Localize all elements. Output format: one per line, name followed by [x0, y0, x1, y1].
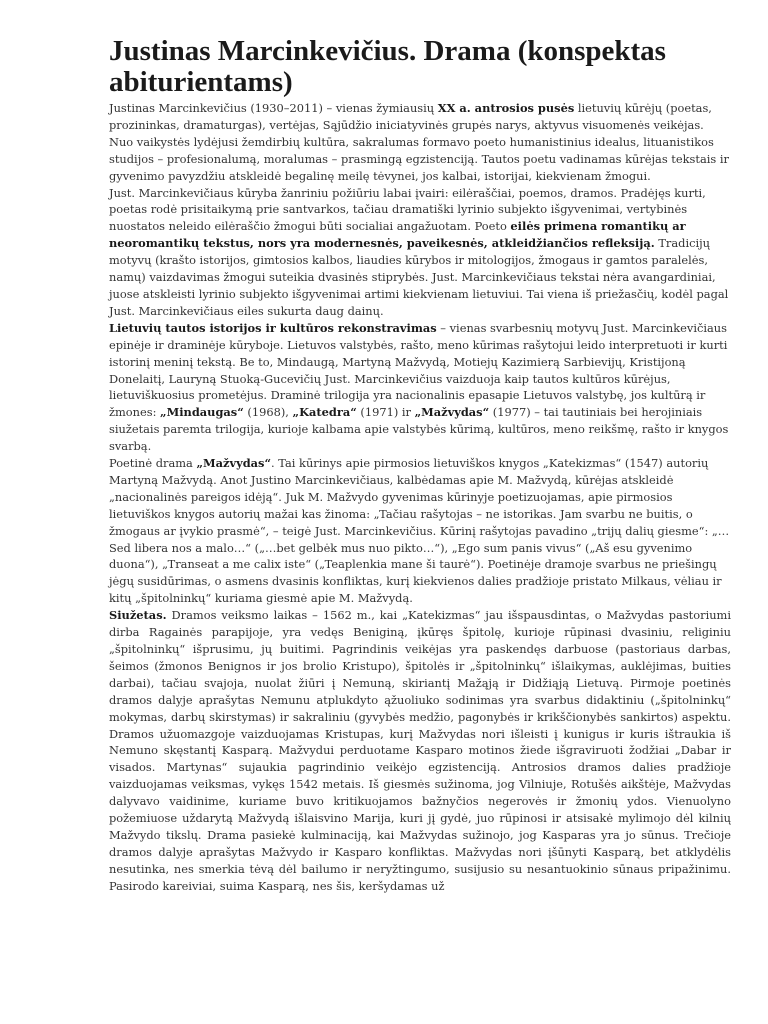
bold-text-run: XX a. antrosios pusės: [437, 101, 575, 115]
bold-text-run: „Katedra“: [292, 405, 357, 420]
paragraph-history-motif: [109, 320, 731, 405]
text-run: . Tai kūrinys apie pirmosios lietuviškos knygos „Katekizmas“ (1547) autorių Martyną Mažvydą. Anot Justino Marcinkevičiaus, kalbėdamas apie M. Mažvydą, kūrėjas atskleidė „nacionalinės pareigos idėją“. Juk M. Mažvydo gyvenimas kūrinyje poetizuojamas, apie pirmosios lietuviškos knygos autorių mažai kas žinoma: „Tačiau rašytojas – ne istorikas. Jam svarbu ne buitis, o žmogaus ar įvykio prasmė“, – teigė Just. Marcinkevičius. Kūrinį rašytojas pavadino „trijų dalių giesme“: „…Sed libera nos a malo…“ („…bet gelbėk mus nuo pikto…“), „Ego sum panis vivus“ („Aš esu gyvenimo duona“), „Transeat a me calix iste“ („Teaplenkia mane ši taurė“). Poetinėje dramoje svarbus ne priešingų jėgų susidūrimas, o asmens dvasinis konfliktas, kurį kiekvienos dalies pradžioje pristato Milkaus, vėliau ir kitų „špitolninkų“ kuriama giesmė apie M. Mažvydą.: [109, 456, 730, 606]
text-run: Justinas Marcinkevičius (1930–2011) – vienas žymiausių: [109, 101, 438, 115]
page-title: Justinas Marcinkevičius. Drama (konspektas abiturientams): [109, 35, 666, 98]
bold-text-run: Siužetas.: [109, 608, 167, 623]
text-run: (1968),: [243, 405, 293, 420]
paragraph-mazvydas-drama: [109, 455, 731, 607]
text-run: žmones:: [109, 405, 161, 420]
bold-text-run: eilės primena romantikų ar neoromantikų tekstus, nors yra modernesnės, paveikesnės, atkleidžiančios refleksiją.: [109, 219, 686, 251]
paragraph-trilogy: [109, 404, 731, 455]
bold-text-run: Lietuvių tautos istorijos ir kultūros rekonstravimas: [109, 320, 437, 335]
paragraph-plot: [109, 607, 731, 894]
bold-text-run: „Mažvydas“: [196, 456, 272, 471]
paragraph-creativity: [109, 185, 731, 320]
text-run: Poetinė drama: [109, 456, 197, 471]
text-run: Just. Marcinkevičiaus kūryba žanriniu požiūriu labai įvairi: eilėraščiai, poemos, dramos. Pradėjęs kurti, poetas rodė prisitaikymą prie santvarkos, tačiau dramatiški lyrinio subjekto išgyvenimai, vertybinės nuostatos neleido eilėraščio žmogui būti socialiai angažuotam. Poeto: [109, 185, 706, 234]
text-run: lietuvių kūrėjų (poetas, prozininkas, dramaturgas), vertėjas, Sąjūdžio iniciatyvinės grupės narys, aktyvus visuomenės veikėjas. Nuo vaikystės lydėjusi žemdirbių kultūra, sakralumas formavo poeto humanistinius idealus, lituanistikos studijos – profesionalumą, moralumas – prasmingą egzistenciją. Tautos poetu vadinamas kūrėjas tekstais ir gyvenimo pavyzdžiu atskleidė begalinę meilę tėvynei, jos kalbai, istorijai, kiekvienam žmogui.: [109, 101, 729, 183]
text-run: Tradicijų motyvų (krašto istorijos, gimtosios kalbos, liaudies kūrybos ir mitologijos, žmogaus ir gamtos paralelės, namų) vaizdavimas žmogui suteikia dvasinės stiprybės. Just. Marcinkevičiaus tekstai nėra avangardiniai, juose atskleisti lyrinio subjekto išgyvenimai artimi kiekvienam lietuviui. Tai viena iš priežasčių, kodėl pagal Just. Marcinkevičiaus eiles sukurta daug dainų.: [109, 236, 729, 318]
text-run: – vienas svarbesnių motyvų Just. Marcinkevičiaus epinėje ir draminėje kūryboje. Lietuvos valstybės, rašto, meno kūrimas rašytojui leido interpretuoti ir kurti istorinį meninį tekstą. Be to, Mindaugą, Martyną Mažvydą, Motiejų Kazimierą Sarbievijų, Kristijoną Donelaitį, Lauryną Stuoką-Gucevičių Just. Marcinkevičius vaizduoja kaip tautos kultūros kūrėjus, lietuviškuosius prometėjus. Draminė trilogija yra nacionalinis epasapie Lietuvos valstybę, jos kultūrą ir: [109, 320, 728, 403]
bold-text-run: „Mindaugas“: [160, 405, 244, 420]
text-run: Dramos veiksmo laikas – 1562 m., kai „Katekizmas“ jau išspausdintas, o Mažvydas pastoriumi dirba Ragainės parapijoje, yra vedęs Beniginą, įkūręs špitolę, kurioje rūpinasi dvasiniu, religiniu „špitolninkų“ išprusimu, jų buitimi. Pagrindinis veikėjas yra paskendęs darbuose (pastoriaus darbas, šeimos (žmonos Benignos ir jos brolio Kristupo), špitolės ir „špitolninkų“ išlaikymas, auklėjimas, buities darbai), tačiau svajoja, nuolat žiūri į Nemuną, skiriantį Mažąją ir Didžiąją Lietuvą. Pirmoje poetinės dramos dalyje aprašytas Nemunu atplukdyto ąžuoliuko sodinimas yra svarbus didaktiniu („špitolninkų“ mokymas, darbų skirstymas) ir sakraliniu (gyvybės medžio, pagonybės ir krikščionybės sankirtos) aspektu. Dramos užuomazgoje vaizduojamas Kristupas, kurį Mažvydas nori išleisti į kunigus ir kuris ištraukia iš Nemuno skęstantį Kasparą. Mažvydui perduotame Kasparo motinos žiede išgraviruoti žodžiai „Dabar ir visados. Martynas“ sujaukia pagrindinio veikėjo egzistenciją. Antrosios dramos dalies pradžioje vaizduojamas veiksmas, vykęs 1542 metais. Iš giesmės sužinoma, jog Vilniuje, Rotušės aikštėje, Mažvydas dalyvavo vaidinime, kuriame buvo kritikuojamos bažnyčios negerovės ir žmonių ydos. Vienuolyno požemiuose uždarytą Mažvydą išlaisvino Marija, kuri jį gydė, juo rūpinosi ir atsisakė mylimojo dėl kilnių Mažvydo tikslų. Drama pasiekė kulminaciją, kai Mažvydas sužinojo, jog Kasparas yra jo sūnus. Trečioje dramos dalyje aprašytas Mažvydo ir Kasparo konfliktas. Mažvydas nori įšūnyti Kasparą, bet atklydėlis nesutinka, nes smerkia tėvą dėl bailumo ir neryžtingumo, susijusio su nesantuokinio sūnaus pripažinimu. Pasirodo kareiviai, suima Kasparą, nes šis, keršydamas už: [109, 608, 731, 893]
bold-text-run: „Mažvydas“: [414, 405, 490, 420]
text-run: (1977) – tai tautiniais bei herojiniais siužetais paremta trilogija, kurioje kalbama apie valstybės kūrimą, kultūros, meno reikšmę, rašto ir knygos svarbą.: [109, 405, 729, 454]
text-run: (1971) ir: [356, 405, 415, 420]
paragraph-intro: [109, 100, 731, 185]
document-page: [109, 36, 731, 895]
